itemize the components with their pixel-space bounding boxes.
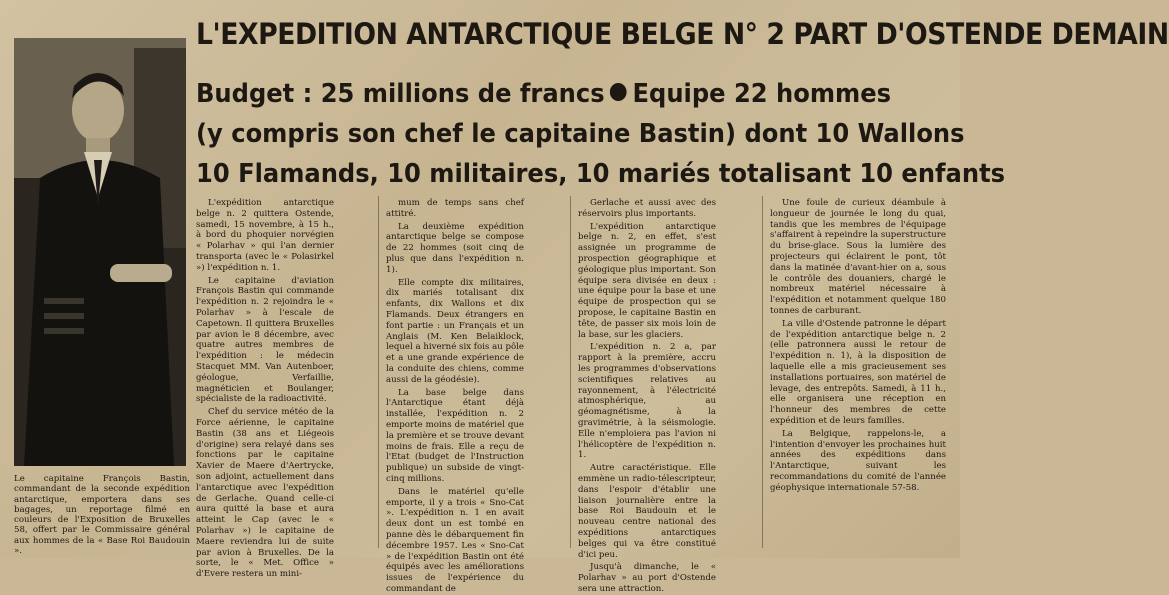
paragraph: Jusqu'à dimanche, le « Polarhav » au port d'Ostende sera une attraction. [578,562,716,594]
paragraph: Le capitaine d'aviation François Bastin qui commande l'expédition n. 2 rejoindra le « Polarhav » à l'escale de Capetown. Il quittera Bruxelles par avion le 8 décembre, avec quatre autres membres de l'expédition : le médecin Stacquet MM. Van Autenboer, géologue, Verfaillie, magnéticien et Boulanger, spécialiste de la radioactivité. [196,275,334,405]
paragraph: La ville d'Ostende patronne le départ de l'expédition antarctique belge n. 2 (elle patronnera aussi le retour de l'expédition n. 1), à la disposition de laquelle elle a mis gracieusement ses installations portuaires, son matériel de levage, des entrepôts. Samedi, à 11 h., elle organisera une réception en l'honneur des membres de cette expédition et de leurs familles. [770,318,946,426]
subheadline-line-3: 10 Flamands, 10 militaires, 10 mariés totalisant 10 enfants [196,159,1006,189]
column-divider [570,196,571,548]
article-column-4 [770,198,946,496]
paragraph: Dans le matériel qu'elle emporte, il y a trois « Sno-Cat ». L'expédition n. 1 en avait deux dont un est tombé en panne dès le débarquement fin décembre 1957. Les « Sno-Cat » de l'expédition Bastin ont été équipés avec les améliorations issues de l'expérience du commandant de [386,486,524,594]
paragraph: L'expédition n. 2 a, par rapport à la première, accru les programmes d'observations scientifiques relatives au rayonnement, à l'électricité atmosphérique, au géomagnétisme, à la gravimétrie, à la séismologie. Elle n'emploiera pas l'avion ni l'hélicoptère de l'expédition n. 1. [578,342,716,461]
article-column-1 [196,198,334,580]
paragraph: L'expédition antarctique belge n. 2, en effet, s'est assignée un programme de prospection géographique et géologique plus important. Son équipe sera divisée en deux : une équipe pour la base et une équipe de prospection qui se propose, le capitaine Bastin en tête, de passer six mois loin de la base, sur les glaciers. [578,221,716,340]
paragraph: Chef du service météo de la Force aérienne, le capitaine Bastin (38 ans et Liégeois d'origine) sera relayé dans ses fonctions par le capitaine Xavier de Maere d'Aertrycke, son adjoint, actuellement dans l'antarctique avec l'expédition de Gerlache. Quand celle-ci aura quitté la base et aura atteint le Cap (avec le « Polarhav ») le capitaine de Maere reviendra lui de suite par avion à Bruxelles. De la sorte, le « Met. Office » d'Evere restera un mini- [196,407,334,580]
paragraph: Gerlache et aussi avec des réservoirs plus importants. [578,198,716,219]
budget-text: Budget : 25 millions de francs [196,79,605,109]
paragraph: La Belgique, rappelons-le, a l'intention d'envoyer les prochaines huit années des expéditions dans l'Antarctique, suivant les recommandations du comité de l'année géophysique internationale 57-58. [770,428,946,493]
article-column-3 [578,198,716,594]
portrait-photo [14,38,186,466]
paragraph: Une foule de curieux déambule à longueur de journée le long du quai, tandis que les membres de l'équipage s'affairent à repeindre la superstructure du brise-glace. Sous la lumière des projecteurs qui éclairent le pont, tôt dans la matinée d'avant-hier on a, sous le contrôle des douaniers, chargé le nombreux matériel nécessaire à l'expédition et notamment quelque 180 tonnes de carburant. [770,198,946,316]
photo-caption: Le capitaine François Bastin, commandant de la seconde expédition antarctique, emportera dans ses bagages, un reportage filmé en couleurs de l'Exposition de Bruxelles 58, offert par le Commissaire général aux hommes de la « Base Roi Baudouin ». [14,474,190,557]
subheadline [196,74,1006,194]
paragraph: Elle compte dix militaires, dix mariés totalisant dix enfants, dix Wallons et dix Flamands. Deux étrangers en font partie : un Français et un Anglais (M. Ken Belaiklock, lequel a hiverné six fois au pôle et a une grande expérience de la conduite des chiens, comme aussi de la géodésie). [386,277,524,385]
paragraph: L'expédition antarctique belge n. 2 quittera Ostende, samedi, 15 novembre, à 15 h., à bord du phoquier norvégien « Polarhav » qui l'an dernier transporta (avec le « Polasirkel ») l'expédition n. 1. [196,198,334,273]
column-divider [762,196,763,548]
paragraph: La deuxième expédition antarctique belge se compose de 22 hommes (soit cinq de plus que dans l'expédition n. 1). [386,221,524,275]
bullet-dot [610,83,627,101]
subheadline-line-1 [196,74,903,114]
paragraph: Autre caractéristique. Elle emmène un radio-télescripteur, dans l'espoir d'établir une liaison journalière entre la base Roi Baudouin et le nouveau centre national des expéditions antarctiques belges qui va être constitué d'ici peu. [578,463,716,560]
column-divider [378,196,379,548]
headline: L'EXPEDITION ANTARCTIQUE BELGE N° 2 PART D'OSTENDE DEMAIN [196,17,1169,51]
team-text: Equipe 22 hommes [632,79,892,109]
subheadline-line-2: (y compris son chef le capitaine Bastin) dont 10 Wallons [196,119,965,149]
portrait-illustration [14,38,186,466]
paragraph: mum de temps sans chef attitré. [386,198,524,219]
article-column-2 [386,198,524,594]
paragraph: La base belge dans l'Antarctique étant déjà installée, l'expédition n. 2 emporte moins de matériel que la première et se trouve devant moins de frais. Elle a reçu de l'Etat (budget de l'Instruction publique) un subside de vingt-cinq millions. [386,387,524,484]
